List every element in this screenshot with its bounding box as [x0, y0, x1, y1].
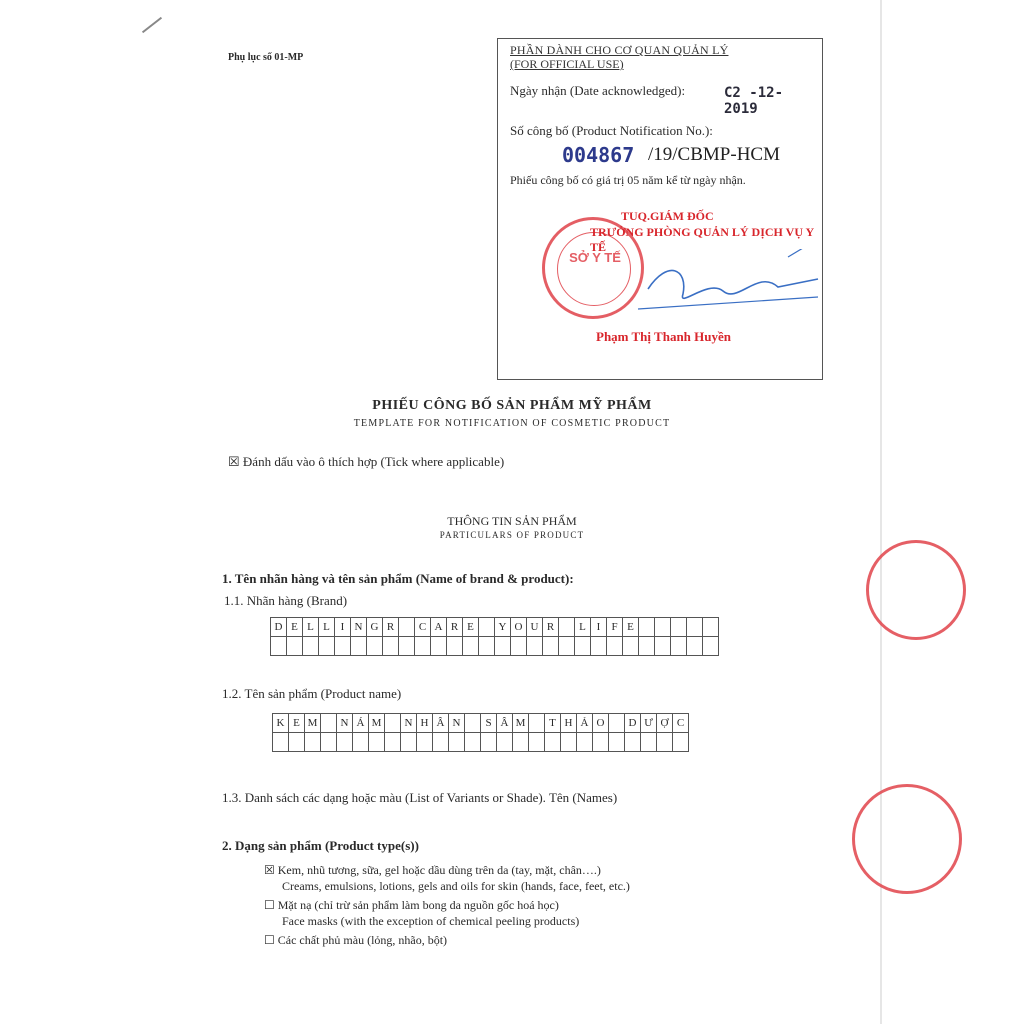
grid-cell-empty	[529, 733, 545, 752]
appendix-label: Phụ lục số 01-MP	[228, 52, 304, 63]
grid-cell-empty	[497, 733, 513, 752]
section-1-heading: 1. Tên nhãn hàng và tên sản phẩm (Name of brand & product):	[222, 571, 574, 586]
particulars-title: THÔNG TIN SẢN PHẨM	[447, 514, 577, 528]
notification-number: 004867	[562, 143, 635, 167]
grid-cell-empty	[513, 733, 529, 752]
option-2-vi: Mặt nạ (chỉ trừ sản phẩm làm bong da nguồn gốc hoá học)	[277, 898, 559, 912]
grid-cell	[399, 618, 415, 637]
grid-cell-empty	[351, 637, 367, 656]
grid-cell: K	[273, 714, 289, 733]
grid-cell-empty	[577, 733, 593, 752]
form-title-en: TEMPLATE FOR NOTIFICATION OF COSMETIC PRODUCT	[353, 418, 671, 429]
grid-cell-empty	[625, 733, 641, 752]
grid-cell: E	[287, 618, 303, 637]
grid-cell-empty	[575, 637, 591, 656]
grid-cell-empty	[335, 637, 351, 656]
grid-cell: H	[417, 714, 433, 733]
grid-cell-empty	[303, 637, 319, 656]
grid-cell	[703, 618, 719, 637]
grid-cell: E	[463, 618, 479, 637]
grid-cell-empty	[431, 637, 447, 656]
grid-cell-empty	[415, 637, 431, 656]
grid-cell: R	[383, 618, 399, 637]
grid-cell-empty	[607, 637, 623, 656]
grid-cell-empty	[703, 637, 719, 656]
pen-mark	[142, 17, 162, 33]
grid-cell: M	[513, 714, 529, 733]
grid-cell: Ư	[641, 714, 657, 733]
grid-cell: T	[545, 714, 561, 733]
grid-cell: Â	[497, 714, 513, 733]
checkbox-empty-icon[interactable]: ☐	[264, 898, 275, 912]
grid-cell-empty	[305, 733, 321, 752]
date-acknowledged-value: C2 -12- 2019	[724, 85, 784, 117]
grid-cell	[671, 618, 687, 637]
signer-title-1: TUQ.GIÁM ĐỐC	[621, 209, 714, 223]
grid-cell: L	[575, 618, 591, 637]
seal-text: SỞ Y TẾ	[569, 250, 621, 265]
grid-cell-empty	[527, 637, 543, 656]
grid-cell-empty	[481, 733, 497, 752]
product-grid-row-empty	[273, 733, 689, 752]
grid-cell-empty	[273, 733, 289, 752]
grid-cell-empty	[511, 637, 527, 656]
grid-cell: Á	[353, 714, 369, 733]
grid-cell	[655, 618, 671, 637]
grid-cell-empty	[289, 733, 305, 752]
brand-grid-row-empty	[271, 637, 719, 656]
grid-cell-empty	[417, 733, 433, 752]
grid-cell-empty	[337, 733, 353, 752]
grid-cell: Ợ	[657, 714, 673, 733]
signature-scribble	[628, 249, 828, 319]
partial-seal-right-top	[866, 540, 966, 640]
date-acknowledged-label: Ngày nhận (Date acknowledged):	[510, 83, 686, 98]
grid-cell-empty	[673, 733, 689, 752]
grid-cell-empty	[543, 637, 559, 656]
option-3-vi: Các chất phủ màu (lỏng, nhão, bột)	[277, 933, 448, 947]
notification-suffix: /19/CBMP-HCM	[648, 144, 780, 165]
grid-cell: N	[401, 714, 417, 733]
grid-cell-empty	[495, 637, 511, 656]
option-1-en: Creams, emulsions, lotions, gels and oils for skin (hands, face, feet, etc.)	[282, 879, 630, 893]
product-type-option-3	[264, 932, 447, 948]
grid-cell-empty	[465, 733, 481, 752]
grid-cell: S	[481, 714, 497, 733]
grid-cell: H	[561, 714, 577, 733]
grid-cell: N	[351, 618, 367, 637]
grid-cell: A	[431, 618, 447, 637]
grid-cell: R	[447, 618, 463, 637]
grid-cell: L	[303, 618, 319, 637]
grid-cell-empty	[449, 733, 465, 752]
product-type-option-1	[264, 862, 630, 894]
grid-cell: L	[319, 618, 335, 637]
grid-cell-empty	[561, 733, 577, 752]
grid-cell	[479, 618, 495, 637]
grid-cell: N	[337, 714, 353, 733]
grid-cell-empty	[319, 637, 335, 656]
grid-cell: F	[607, 618, 623, 637]
grid-cell: I	[591, 618, 607, 637]
grid-cell: M	[305, 714, 321, 733]
grid-cell-empty	[367, 637, 383, 656]
variants-label: 1.3. Danh sách các dạng hoặc màu (List of Variants or Shade). Tên (Names)	[222, 790, 618, 805]
grid-cell-empty	[593, 733, 609, 752]
grid-cell-empty	[687, 637, 703, 656]
product-grid-row-filled	[273, 714, 689, 733]
grid-cell-empty	[639, 637, 655, 656]
grid-cell	[559, 618, 575, 637]
notification-label: Số công bố (Product Notification No.):	[510, 123, 713, 138]
checkbox-checked-icon[interactable]: ☒	[264, 863, 275, 877]
grid-cell: C	[673, 714, 689, 733]
grid-cell-empty	[545, 733, 561, 752]
grid-cell-empty	[623, 637, 639, 656]
official-use-subtitle: (FOR OFFICIAL USE)	[510, 57, 624, 71]
validity-note: Phiếu công bố có giá trị 05 năm kể từ ngày nhận.	[510, 173, 746, 187]
grid-cell-empty	[433, 733, 449, 752]
grid-cell-empty	[671, 637, 687, 656]
form-title: PHIẾU CÔNG BỐ SẢN PHẨM MỸ PHẨM	[372, 398, 652, 413]
grid-cell: D	[625, 714, 641, 733]
tick-note: ☒ Đánh dấu vào ô thích hợp (Tick where applicable)	[228, 454, 505, 469]
grid-cell	[529, 714, 545, 733]
section-2-heading: 2. Dạng sản phẩm (Product type(s))	[222, 838, 419, 853]
grid-cell-empty	[353, 733, 369, 752]
grid-cell-empty	[657, 733, 673, 752]
grid-cell	[321, 714, 337, 733]
grid-cell-empty	[463, 637, 479, 656]
grid-cell	[465, 714, 481, 733]
grid-cell-empty	[287, 637, 303, 656]
grid-cell-empty	[559, 637, 575, 656]
grid-cell: Â	[433, 714, 449, 733]
grid-cell	[639, 618, 655, 637]
grid-cell: D	[271, 618, 287, 637]
brand-label: 1.1. Nhãn hàng (Brand)	[224, 593, 348, 608]
grid-cell	[385, 714, 401, 733]
grid-cell	[687, 618, 703, 637]
grid-cell-empty	[655, 637, 671, 656]
grid-cell: E	[623, 618, 639, 637]
grid-cell-empty	[321, 733, 337, 752]
grid-cell: Y	[495, 618, 511, 637]
checkbox-empty-icon[interactable]: ☐	[264, 933, 275, 947]
grid-cell: I	[335, 618, 351, 637]
grid-cell-empty	[399, 637, 415, 656]
grid-cell: O	[511, 618, 527, 637]
signer-name: Phạm Thị Thanh Huyền	[596, 329, 731, 344]
grid-cell-empty	[271, 637, 287, 656]
grid-cell	[609, 714, 625, 733]
product-type-option-2	[264, 897, 579, 929]
grid-cell-empty	[479, 637, 495, 656]
product-name-grid	[272, 713, 689, 752]
signer-title-2: TRƯỞNG PHÒNG QUẢN LÝ DỊCH VỤ Y TẾ	[590, 225, 814, 254]
grid-cell: E	[289, 714, 305, 733]
official-use-title: PHẦN DÀNH CHO CƠ QUAN QUẢN LÝ	[510, 43, 729, 57]
brand-grid	[270, 617, 719, 656]
grid-cell: M	[369, 714, 385, 733]
option-2-en: Face masks (with the exception of chemical peeling products)	[282, 914, 580, 928]
option-1-vi: Kem, nhũ tương, sữa, gel hoặc dầu dùng trên da (tay, mặt, chân….)	[277, 863, 601, 877]
brand-grid-row-filled	[271, 618, 719, 637]
grid-cell-empty	[609, 733, 625, 752]
grid-cell: C	[415, 618, 431, 637]
grid-cell: R	[543, 618, 559, 637]
grid-cell: U	[527, 618, 543, 637]
grid-cell-empty	[591, 637, 607, 656]
grid-cell-empty	[401, 733, 417, 752]
grid-cell-empty	[447, 637, 463, 656]
grid-cell-empty	[385, 733, 401, 752]
grid-cell: O	[593, 714, 609, 733]
partial-seal-right-bottom	[852, 784, 962, 894]
product-name-label: 1.2. Tên sản phẩm (Product name)	[222, 686, 402, 701]
particulars-title-en: PARTICULARS OF PRODUCT	[439, 530, 585, 540]
grid-cell: N	[449, 714, 465, 733]
grid-cell-empty	[369, 733, 385, 752]
grid-cell: Ả	[577, 714, 593, 733]
official-use-box	[497, 38, 823, 380]
grid-cell: G	[367, 618, 383, 637]
grid-cell-empty	[641, 733, 657, 752]
grid-cell-empty	[383, 637, 399, 656]
